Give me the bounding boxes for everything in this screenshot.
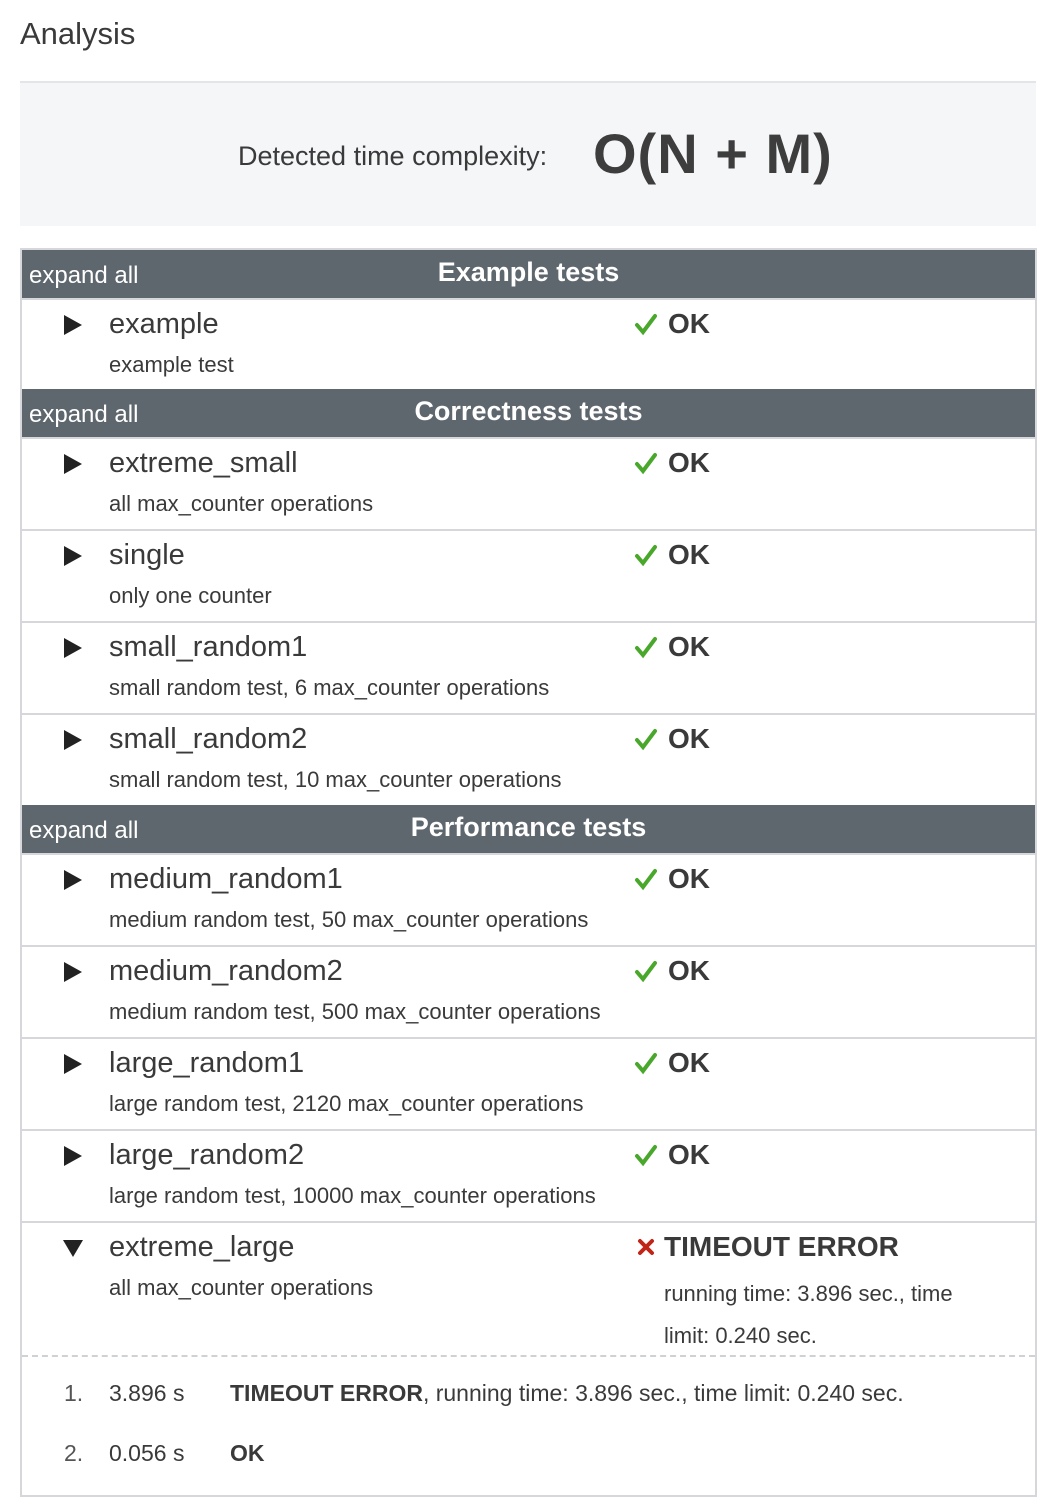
expand-triangle-icon[interactable] <box>62 637 84 659</box>
test-name: extreme_small <box>109 447 298 479</box>
check-icon <box>634 727 658 751</box>
test-description: all max_counter operations <box>109 491 374 516</box>
check-icon <box>634 635 658 659</box>
test-name: medium_random1 <box>109 863 343 895</box>
check-icon <box>634 312 658 336</box>
test-description: all max_counter operations <box>109 1275 374 1300</box>
test-status: OK <box>668 539 710 570</box>
run-number: 1. <box>64 1380 84 1406</box>
test-description: large random test, 2120 max_counter operations <box>109 1091 584 1116</box>
section-header-correctness <box>22 389 1035 439</box>
test-description: only one counter <box>109 583 272 608</box>
section-header-performance <box>22 805 1035 855</box>
check-icon <box>634 867 658 891</box>
run-result-status: TIMEOUT ERROR <box>230 1380 423 1406</box>
expand-all-link[interactable]: expand all <box>29 262 139 289</box>
section-title: Example tests <box>437 257 620 287</box>
expand-triangle-icon[interactable] <box>62 545 84 567</box>
complexity-panel <box>20 81 1036 226</box>
page-title: Analysis <box>20 16 136 51</box>
run-number: 2. <box>64 1440 84 1466</box>
complexity-label: Detected time complexity: <box>238 141 548 171</box>
test-row <box>22 947 1035 1039</box>
collapse-triangle-icon[interactable] <box>62 1237 84 1259</box>
test-name: small_random2 <box>109 723 308 755</box>
expand-triangle-icon[interactable] <box>62 314 84 336</box>
test-status: OK <box>668 308 710 339</box>
section-header-example <box>22 250 1035 300</box>
run-list <box>22 1357 1035 1495</box>
test-name: extreme_large <box>109 1231 295 1263</box>
tests-table <box>20 248 1037 1497</box>
test-status: OK <box>668 955 710 986</box>
expand-triangle-icon[interactable] <box>62 1145 84 1167</box>
check-icon <box>634 543 658 567</box>
run-result <box>230 1380 904 1407</box>
test-status: OK <box>668 1047 710 1078</box>
expand-triangle-icon[interactable] <box>62 961 84 983</box>
test-row <box>22 300 1035 389</box>
test-row <box>22 855 1035 947</box>
test-status: TIMEOUT ERROR <box>664 1231 899 1262</box>
test-row <box>22 1131 1035 1223</box>
test-status: OK <box>668 1139 710 1170</box>
test-row-expanded <box>22 1223 1035 1357</box>
section-title: Correctness tests <box>414 396 643 426</box>
run-item <box>22 1440 1035 1480</box>
expand-all-link[interactable]: expand all <box>29 401 139 428</box>
expand-all-link[interactable]: expand all <box>29 817 139 844</box>
test-status: OK <box>668 447 710 478</box>
test-row <box>22 439 1035 531</box>
expand-triangle-icon[interactable] <box>62 453 84 475</box>
test-name: single <box>109 539 185 571</box>
test-description: example test <box>109 352 234 377</box>
test-name: small_random1 <box>109 631 308 663</box>
expand-triangle-icon[interactable] <box>62 729 84 751</box>
test-row <box>22 1039 1035 1131</box>
test-status-detail: running time: 3.896 sec., time limit: 0.240 sec. <box>664 1281 953 1348</box>
check-icon <box>634 959 658 983</box>
expand-triangle-icon[interactable] <box>62 1053 84 1075</box>
test-status: OK <box>668 631 710 662</box>
test-row <box>22 531 1035 623</box>
expand-triangle-icon[interactable] <box>62 869 84 891</box>
run-result <box>230 1440 265 1467</box>
test-name: medium_random2 <box>109 955 343 987</box>
test-description: medium random test, 50 max_counter operations <box>109 907 589 932</box>
check-icon <box>634 1143 658 1167</box>
run-item <box>22 1380 1035 1420</box>
test-name: example <box>109 308 219 340</box>
test-description: small random test, 6 max_counter operations <box>109 675 550 700</box>
run-time: 3.896 s <box>109 1380 185 1406</box>
cross-icon <box>634 1235 658 1259</box>
test-status: OK <box>668 723 710 754</box>
complexity-value: O(N + M) <box>593 122 833 185</box>
test-row <box>22 715 1035 805</box>
test-description: large random test, 10000 max_counter operations <box>109 1183 596 1208</box>
run-result-detail: , running time: 3.896 sec., time limit: 0.240 sec. <box>422 1380 904 1406</box>
test-description: medium random test, 500 max_counter operations <box>109 999 601 1024</box>
test-name: large_random1 <box>109 1047 305 1079</box>
test-name: large_random2 <box>109 1139 305 1171</box>
section-title: Performance tests <box>410 812 647 842</box>
test-description: small random test, 10 max_counter operations <box>109 767 562 792</box>
test-status: OK <box>668 863 710 894</box>
test-row <box>22 623 1035 715</box>
check-icon <box>634 1051 658 1075</box>
run-time: 0.056 s <box>109 1440 185 1466</box>
run-result-status: OK <box>230 1440 265 1466</box>
check-icon <box>634 451 658 475</box>
